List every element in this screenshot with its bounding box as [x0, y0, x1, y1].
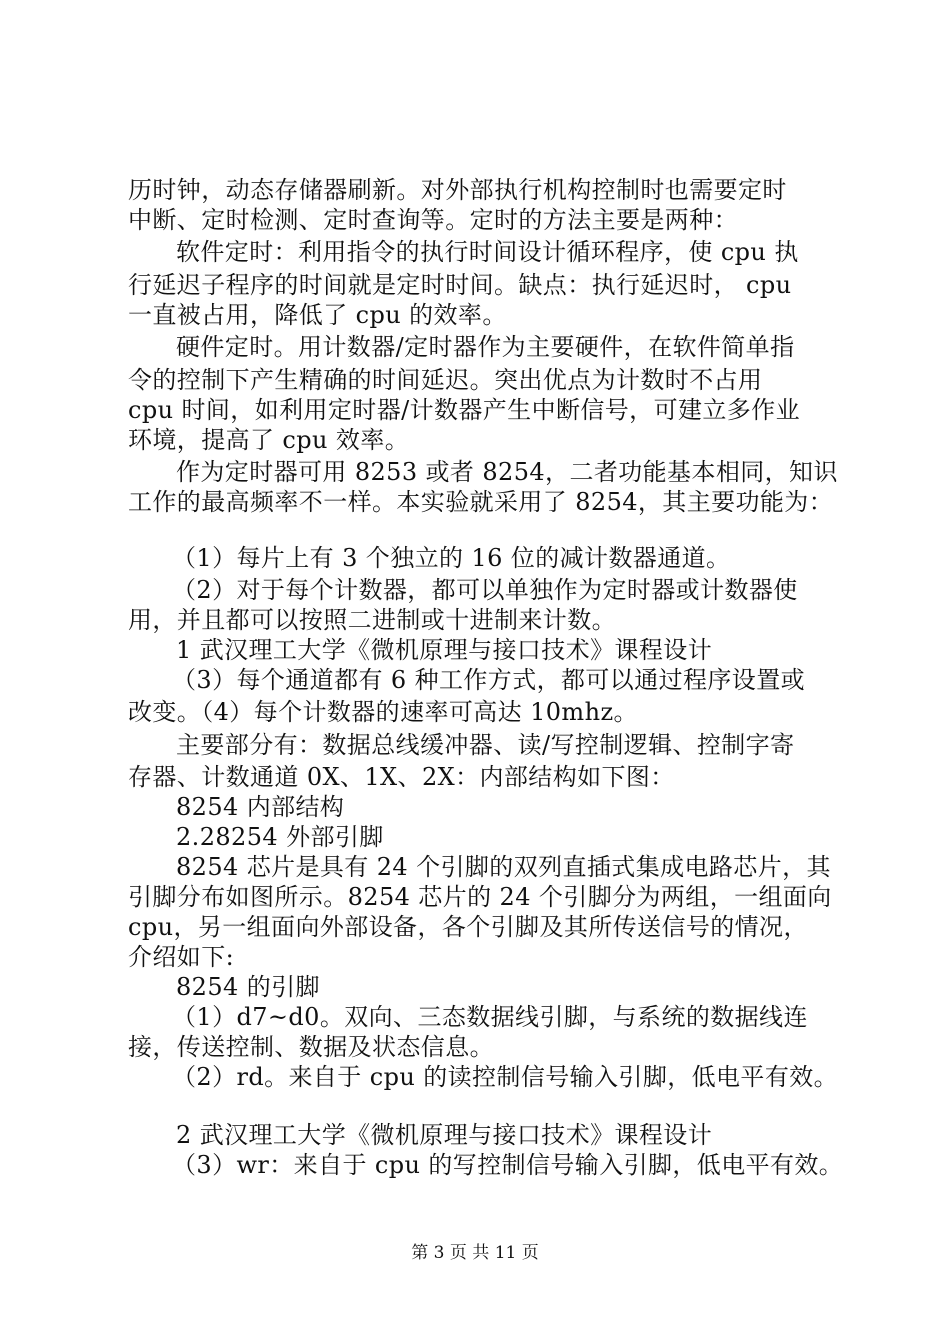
text-line: （2）rd。来自于 cpu 的读控制信号输入引脚，低电平有效。 [172, 1063, 839, 1091]
text-line: 8254 内部结构 [176, 793, 345, 821]
text-line: 用，并且都可以按照二进制或十进制来计数。 [128, 606, 616, 634]
text-line: 改变。（4）每个计数器的速率可高达 10mhz。 [128, 698, 638, 726]
text-line: 历时钟，动态存储器刷新。对外部执行机构控制时也需要定时 [128, 176, 787, 204]
text-line: 2.28254 外部引脚 [176, 823, 384, 851]
text-line: 引脚分布如图所示。8254 芯片的 24 个引脚分为两组，一组面向 [128, 883, 832, 911]
text-line: cpu 时间，如利用定时器/计数器产生中断信号，可建立多作业 [128, 396, 800, 424]
text-line: 令的控制下产生精确的时间延迟。突出优点为计数时不占用 [128, 366, 763, 394]
text-line: 环境，提高了 cpu 效率。 [128, 426, 410, 454]
text-line: 主要部分有：数据总线缓冲器、读/写控制逻辑、控制字寄 [176, 731, 795, 759]
text-line: 介绍如下: [128, 943, 235, 971]
text-line: cpu，另一组面向外部设备，各个引脚及其所传送信号的情况， [128, 913, 808, 941]
text-line: 作为定时器可用 8253 或者 8254，二者功能基本相同，知识 [176, 458, 838, 486]
page-number-footer: 第 3 页 共 11 页 [411, 1243, 539, 1263]
text-line: 2 武汉理工大学《微机原理与接口技术》课程设计 [176, 1121, 713, 1149]
text-line: 中断、定时检测、定时查询等。定时的方法主要是两种： [128, 206, 738, 234]
text-line: 硬件定时。用计数器/定时器作为主要硬件，在软件简单指 [176, 333, 795, 361]
text-line: 1 武汉理工大学《微机原理与接口技术》课程设计 [176, 636, 713, 664]
text-line: （3）每个通道都有 6 种工作方式，都可以通过程序设置或 [172, 666, 805, 694]
text-line: （1）d7~d0。双向、三态数据线引脚，与系统的数据线连 [172, 1003, 808, 1031]
text-line: 行延迟子程序的时间就是定时时间。缺点：执行延迟时， cpu [128, 271, 792, 299]
text-line: 8254 芯片是具有 24 个引脚的双列直插式集成电路芯片，其 [176, 853, 831, 881]
text-line: （3）wr：来自于 cpu 的写控制信号输入引脚，低电平有效。 [172, 1151, 844, 1179]
text-line: 接，传送控制、数据及状态信息。 [128, 1033, 494, 1061]
text-line: 软件定时：利用指令的执行时间设计循环程序，使 cpu 执 [176, 238, 799, 266]
text-line: （2）对于每个计数器，都可以单独作为定时器或计数器使 [172, 576, 798, 604]
text-line: 8254 的引脚 [176, 973, 320, 1001]
text-line: （1）每片上有 3 个独立的 16 位的减计数器通道。 [172, 544, 731, 572]
text-line: 存器、计数通道 0X、1X、2X：内部结构如下图： [128, 763, 675, 791]
text-line: 工作的最高频率不一样。本实验就采用了 8254，其主要功能为： [128, 488, 834, 516]
text-line: 一直被占用，降低了 cpu 的效率。 [128, 301, 507, 329]
